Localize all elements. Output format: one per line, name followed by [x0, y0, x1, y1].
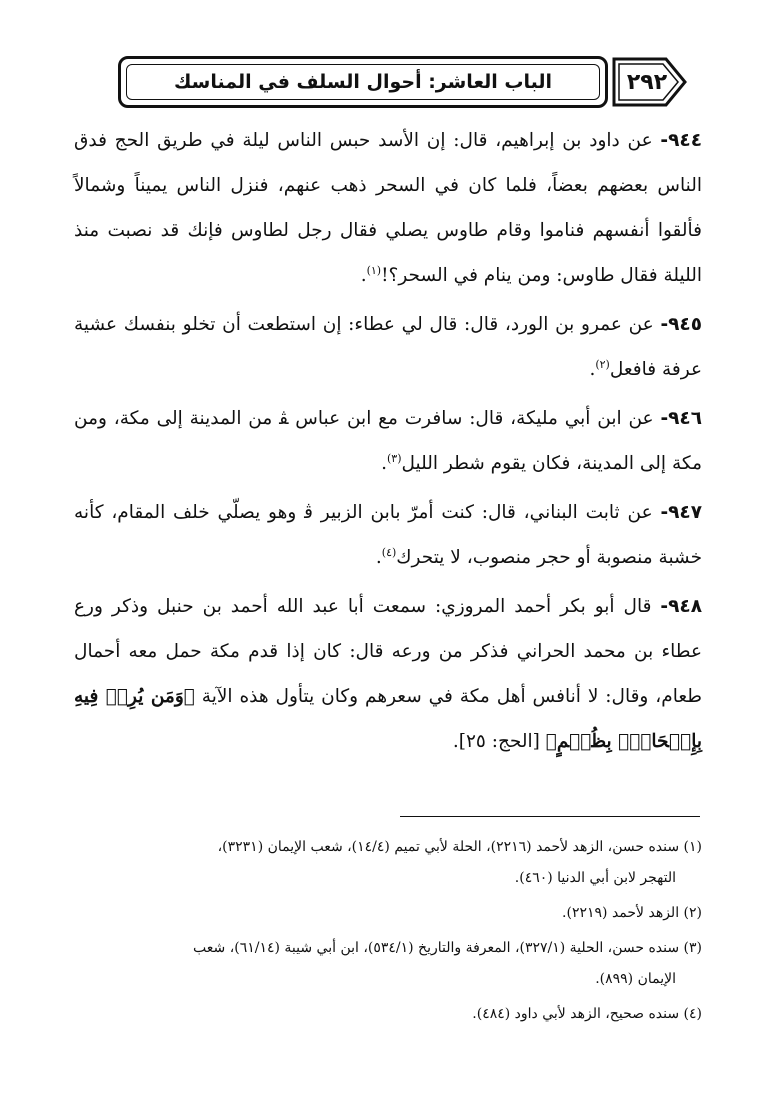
- footnote-2: [72, 898, 702, 929]
- footnote-ref: (٣): [386, 451, 402, 465]
- narration-number: ٩٤٦-: [660, 408, 702, 429]
- footnote-separator: [400, 816, 700, 817]
- narration-number: ٩٤٤-: [660, 130, 702, 151]
- narration-end: .: [375, 547, 382, 568]
- footnote-text: (٤) سنده صحيح، الزهد لأبي داود (٤٨٤).: [472, 1006, 702, 1022]
- narration-947: [74, 490, 702, 580]
- narration-948: [74, 584, 702, 764]
- narration-end: .: [381, 453, 387, 474]
- narration-text: عن داود بن إبراهيم، قال: إن الأسد حبس الناس ليلة في طريق الحج فدق الناس بعضهم بعضاً، فلما كان في السحر ذهب عنهم، فنزل الناس يميناً وشمالاً فألقوا أنفسهم فناموا وقام طاوس يصلي فقال رجل لطاوس فإنك قد نصبت منذ الليلة فقال طاوس: ومن ينام في السحر؟!: [74, 130, 702, 286]
- quran-reference: [الحج: ٢٥].: [452, 731, 540, 752]
- footnote-ref: (٢): [595, 357, 610, 371]
- quran-verse: ﴿وَمَن يُرِدۡ فِيهِ بِإِلۡحَادِۭ بِظُلۡمٍ﴾: [74, 686, 702, 752]
- chapter-title-frame: [118, 56, 608, 108]
- footnote-continuation: التهجر لابن أبي الدنيا (٤٦٠).: [514, 870, 676, 886]
- narration-text: عن ثابت البناني، قال: كنت أمرّ بابن الزبير ﭬ وهو يصلّي خلف المقام، كأنه خشبة منصوبة أو حجر منصوب، لا يتحرك: [74, 502, 702, 568]
- narration-text: قال أبو بكر أحمد المروزي: سمعت أبا عبد الله أحمد بن حنبل وذكر ورع عطاء بن محمد الحراني فذكر من ورعه قال: كان إذا قدم مكة حمل معه أحمال طعام، وقال: لا أنافس أهل مكة في سعرهم وكان يتأول هذه الآية: [74, 596, 702, 707]
- page-number: ٢٩٢: [626, 69, 668, 95]
- narration-number: ٩٤٨-: [660, 596, 702, 617]
- narration-text: عن ابن أبي مليكة، قال: سافرت مع ابن عباس ﭭ من المدينة إلى مكة، ومن مكة إلى المدينة، فكان يقوم شطر الليل: [74, 408, 702, 474]
- narration-number: ٩٤٧-: [660, 502, 702, 523]
- footnote-ref: (٤): [381, 545, 397, 559]
- narration-end: .: [360, 265, 367, 286]
- narration-text: عن عمرو بن الورد، قال: قال لي عطاء: إن استطعت أن تخلو بنفسك عشية عرفة فافعل: [74, 314, 702, 380]
- footnote-4: [72, 999, 702, 1030]
- footnote-ref: (١): [366, 263, 382, 277]
- footnotes: [72, 832, 702, 1030]
- footnote-3: [72, 933, 702, 995]
- main-text: [74, 118, 702, 764]
- narration-945: [74, 302, 702, 392]
- footnote-text: (٣) سنده حسن، الحلية (٣٢٧/١)، المعرفة والتاريخ (٥٣٤/١)، ابن أبي شيبة (٦١/١٤)، شعب: [193, 940, 702, 956]
- footnote-continuation: الإيمان (٨٩٩).: [595, 971, 676, 987]
- chapter-title: الباب العاشر: أحوال السلف في المناسك: [173, 71, 553, 93]
- narration-end: .: [589, 359, 596, 380]
- footnote-text: (١) سنده حسن، الزهد لأحمد (٢٢١٦)، الحلة لأبي تميم (١٤/٤)، شعب الإيمان (٣٢٣١)،: [217, 839, 702, 855]
- footnote-1: [72, 832, 702, 894]
- narration-number: ٩٤٥-: [660, 314, 702, 335]
- page-number-badge: [612, 56, 688, 108]
- footnote-text: (٢) الزهد لأحمد (٢٢١٩).: [562, 905, 702, 921]
- narration-946: [74, 396, 702, 486]
- page-header: [118, 56, 688, 108]
- narration-944: [74, 118, 702, 298]
